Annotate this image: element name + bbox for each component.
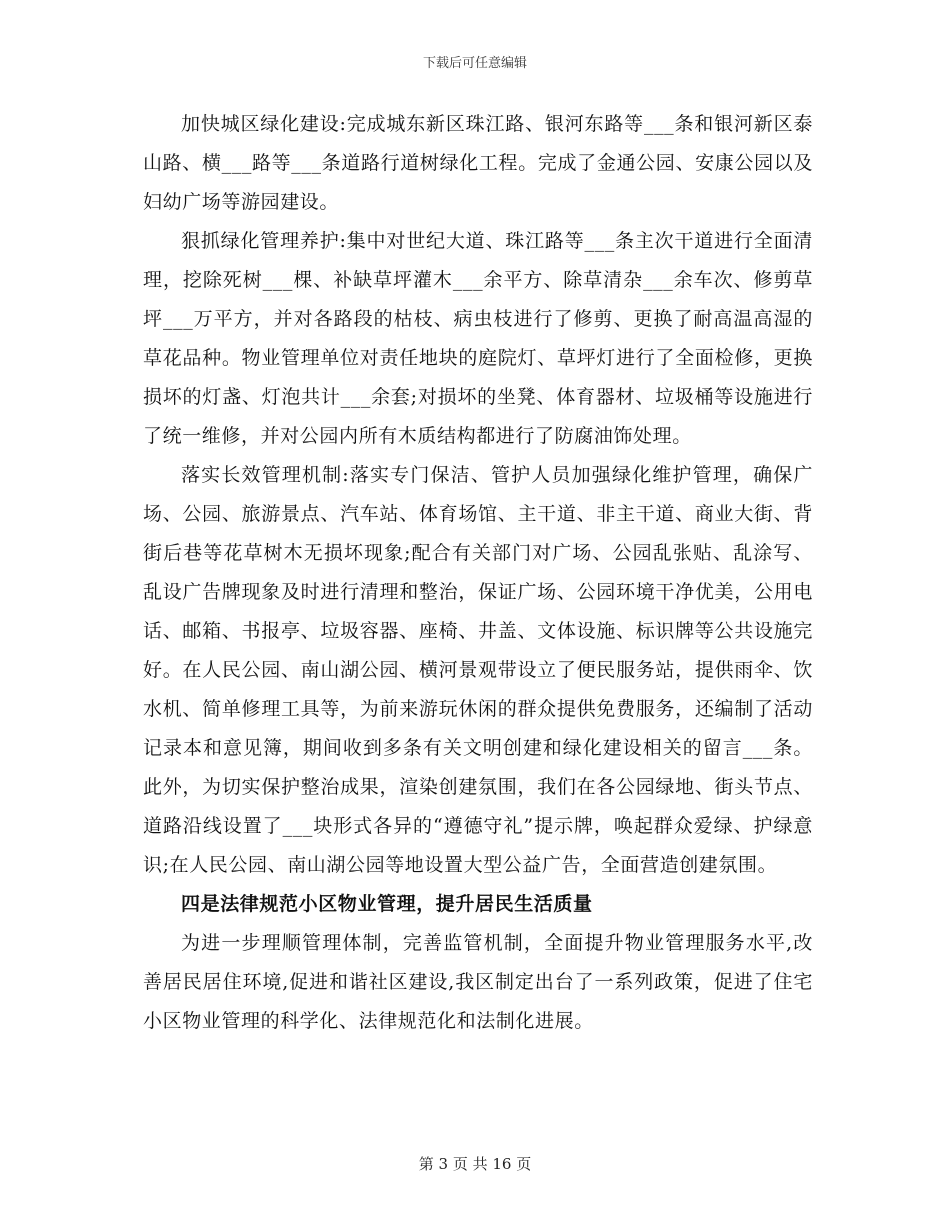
paragraph-greening-maintenance: 狠抓绿化管理养护:集中对世纪大道、珠江路等___条主次干道进行全面清理，挖除死树___棵、补缺草坪灌木___余平方、除草清杂___余车次、修剪草坪___万平方，并对各路段的枯枝、病虫枝进行了修剪、更换了耐高温高湿的草花品种。物业管理单位对责任地块的庭院灯、草坪灯进行了全面检修，更换损坏的灯盏、灯泡共计___余套;对损坏的坐凳、体育器材、垃圾桶等设施进行了统一维修，并对公园内所有木质结构都进行了防腐油饰处理。 xyxy=(143,230,813,447)
paragraph-greening-construction: 加快城区绿化建设:完成城东新区珠江路、银河东路等___条和银河新区泰山路、横___路等___条道路行道树绿化工程。完成了金通公园、安康公园以及妇幼广场等游园建设。 xyxy=(143,113,813,213)
paragraph-property-management: 为进一步理顺管理体制，完善监管机制，全面提升物业管理服务水平,改善居民居住环境,促进和谐社区建设,我区制定出台了一系列政策，促进了住宅小区物业管理的科学化、法律规范化和法制化进展。 xyxy=(143,932,813,1032)
page-header: 下载后可任意编辑 xyxy=(422,56,527,71)
paragraph-long-term-mechanism: 落实长效管理机制:落实专门保洁、管护人员加强绿化维护管理，确保广场、公园、旅游景点、汽车站、体育场馆、主干道、非主干道、商业大街、背街后巷等花草树木无损坏现象;配合有关部门对广场、公园乱张贴、乱涂写、乱设广告牌现象及时进行清理和整治，保证广场、公园环境干净优美，公用电话、邮箱、书报亭、垃圾容器、座椅、井盖、文体设施、标识牌等公共设施完好。在人民公园、南山湖公园、横河景观带设立了便民服务站，提供雨伞、饮水机、简单修理工具等，为前来游玩休闲的群众提供免费服务，还编制了活动记录本和意见簿，期间收到多条有关文明创建和绿化建设相关的留言___条。此外，为切实保护整治成果，渲染创建氛围，我们在各公园绿地、街头节点、道路沿线设置了___块形式各异的“遵德守礼”提示牌，唤起群众爱绿、护绿意识;在人民公园、南山湖公园等地设置大型公益广告，全面营造创建氛围。 xyxy=(143,464,813,876)
section-heading: 四是法律规范小区物业管理，提升居民生活质量 xyxy=(181,893,593,915)
page-footer: 第 3 页 共 16 页 xyxy=(418,1155,532,1173)
document-body xyxy=(143,105,813,1041)
